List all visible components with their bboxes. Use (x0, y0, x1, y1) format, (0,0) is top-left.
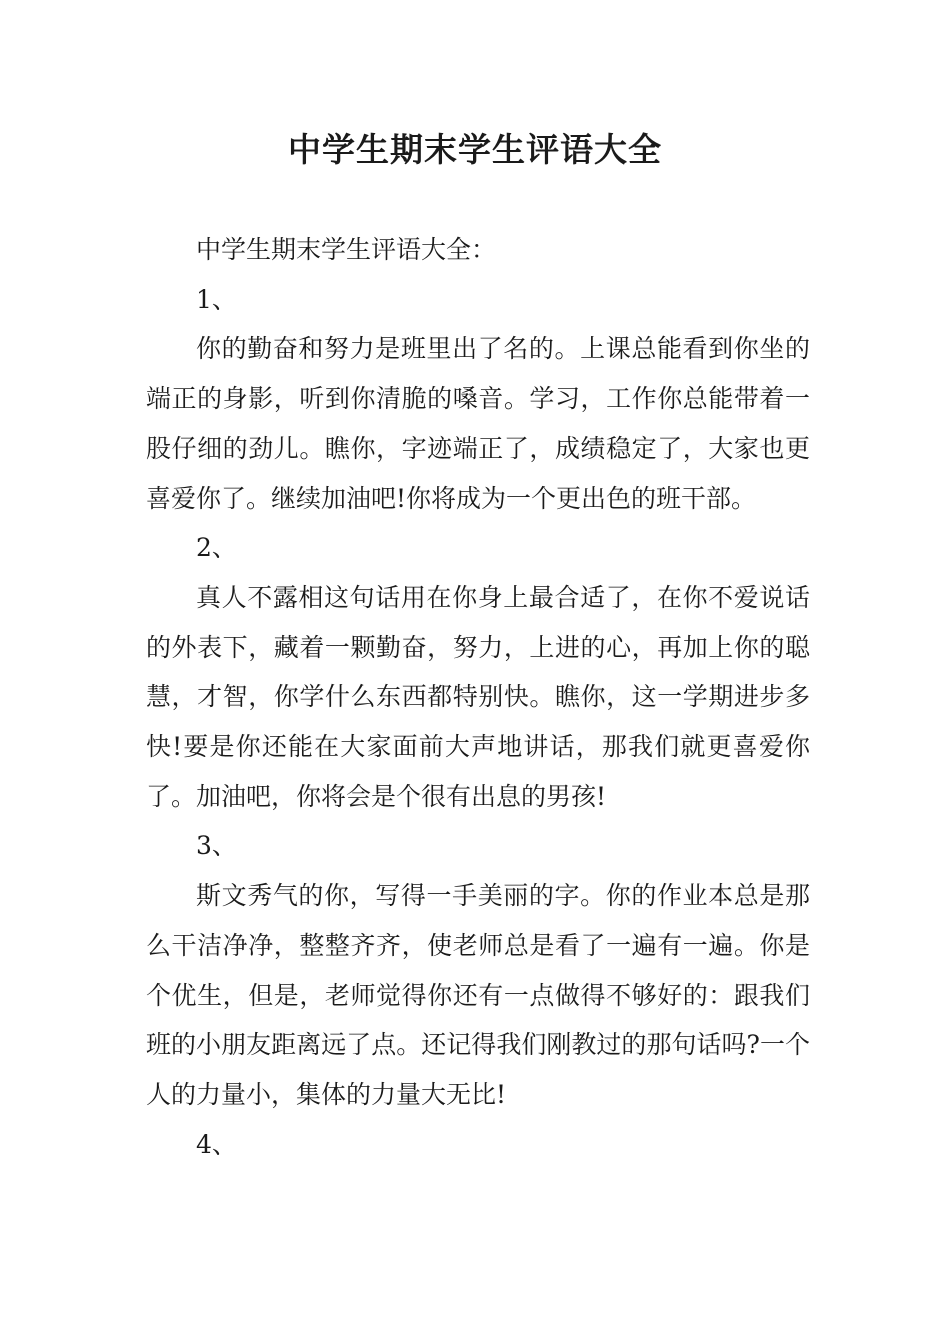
item-number-3: 3、 (196, 831, 237, 861)
item-number-1: 1、 (196, 284, 237, 314)
comment-paragraph-1: 你的勤奋和努力是班里出了名的。上课总能看到你坐的端正的身影，听到你清脆的嗓音。学习，工作你总能带着一股仔细的劲儿。瞧你，字迹端正了，成绩稳定了，大家也更喜爱你了。继续加油吧!你将成为一个更出色的班干部。 (146, 334, 810, 513)
item-number-4: 4、 (196, 1129, 237, 1159)
intro-paragraph: 中学生期末学生评语大全： (196, 235, 497, 264)
document-body (146, 225, 810, 1169)
comment-paragraph-2: 真人不露相这句话用在你身上最合适了，在你不爱说话的外表下，藏着一颗勤奋，努力，上进的心，再加上你的聪慧，才智，你学什么东西都特别快。瞧你，这一学期进步多快!要是你还能在大家面前大声地讲话，那我们就更喜爱你了。加油吧，你将会是个很有出息的男孩! (146, 582, 810, 811)
item-number-2: 2、 (196, 533, 237, 563)
document-title: 中学生期末学生评语大全 (288, 130, 662, 169)
comment-paragraph-3: 斯文秀气的你，写得一手美丽的字。你的作业本总是那么干洁净净，整整齐齐，使老师总是看了一遍有一遍。你是个优生，但是，老师觉得你还有一点做得不够好的：跟我们班的小朋友距离远了点。还记得我们刚教过的那句话吗?一个人的力量小，集体的力量大无比! (146, 881, 810, 1109)
